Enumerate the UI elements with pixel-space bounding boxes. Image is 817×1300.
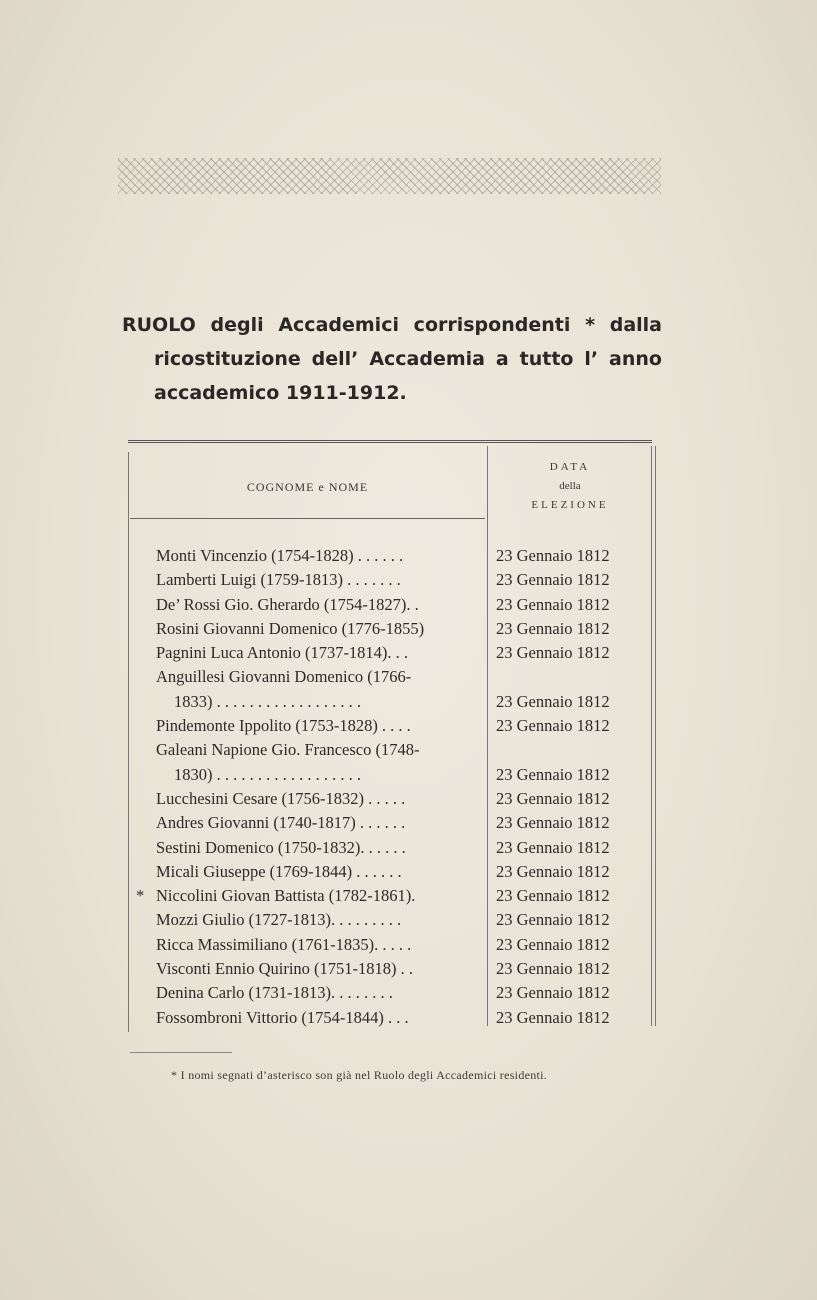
date-header-line-1: DATA: [549, 461, 591, 473]
table-row: [150, 617, 655, 641]
member-name: Pindemonte Ippolito (1753-1828) . . . .: [156, 716, 411, 736]
election-date: 23 Gennaio 1812: [496, 691, 610, 711]
heading-line-1: RUOLO degli Accademici corrispondenti * dalla: [122, 314, 662, 336]
election-date: 23 Gennaio 1812: [496, 813, 610, 833]
member-name: Galeani Napione Gio. Francesco (1748-: [156, 740, 420, 760]
election-date: 23 Gennaio 1812: [496, 934, 610, 954]
table-row: [150, 957, 655, 981]
member-name: Andres Giovanni (1740-1817) . . . . . .: [156, 813, 406, 833]
date-header-line-3: ELEZIONE: [531, 499, 609, 511]
election-date: 23 Gennaio 1812: [496, 1007, 610, 1027]
table-row: [150, 738, 655, 762]
member-name: 1830) . . . . . . . . . . . . . . . . . .: [174, 764, 361, 784]
election-date: 23 Gennaio 1812: [496, 959, 610, 979]
asterisk-mark: *: [136, 886, 145, 906]
election-date: 23 Gennaio 1812: [496, 983, 610, 1003]
member-name: Ricca Massimiliano (1761-1835). . . . .: [156, 934, 412, 954]
table-row: [150, 787, 655, 811]
member-name: Fossombroni Vittorio (1754-1844) . . .: [156, 1007, 409, 1027]
heading-line-2: ricostituzione dell’ Accademia a tutto l’ anno: [154, 348, 662, 370]
election-date: 23 Gennaio 1812: [496, 546, 610, 565]
column-header-name: COGNOME e NOME: [246, 480, 369, 494]
member-name: Mozzi Giulio (1727-1813). . . . . . . . .: [156, 910, 402, 930]
table-left-border: [128, 452, 129, 1032]
member-name: 1833) . . . . . . . . . . . . . . . . . .: [174, 691, 361, 711]
member-name: Monti Vincenzio (1754-1828) . . . . . .: [156, 546, 404, 565]
election-date: 23 Gennaio 1812: [496, 643, 610, 663]
election-date: 23 Gennaio 1812: [496, 910, 610, 930]
table-row: [150, 1006, 655, 1030]
table-row: [150, 568, 655, 592]
table-row: [150, 690, 655, 714]
member-name: Lamberti Luigi (1759-1813) . . . . . . .: [156, 570, 401, 590]
member-name: Sestini Domenico (1750-1832). . . . . .: [156, 837, 406, 857]
table-row: [150, 593, 655, 617]
table-row: [150, 908, 655, 932]
date-header-line-2: della: [559, 480, 581, 492]
member-name: Visconti Ennio Quirino (1751-1818) . .: [156, 959, 414, 979]
footnote: * I nomi segnati d’asterisco son già nel Ruolo degli Accademici residenti.: [171, 1068, 548, 1082]
table-row: [150, 933, 655, 957]
election-date: 23 Gennaio 1812: [496, 764, 610, 784]
table-row: [150, 763, 655, 787]
member-name: Lucchesini Cesare (1756-1832) . . . . .: [156, 788, 406, 808]
member-name: Niccolini Giovan Battista (1782-1861).: [156, 886, 416, 906]
election-date: 23 Gennaio 1812: [496, 886, 610, 906]
election-date: 23 Gennaio 1812: [496, 618, 610, 638]
table-row: [150, 811, 655, 835]
table-row: [150, 714, 655, 738]
member-name: De’ Rossi Gio. Gherardo (1754-1827). .: [156, 594, 419, 614]
member-name: Denina Carlo (1731-1813). . . . . . . .: [156, 983, 393, 1003]
election-date: 23 Gennaio 1812: [496, 570, 610, 590]
table-header-rule: [130, 518, 485, 519]
table-body: [136, 544, 655, 1030]
table-row: [150, 641, 655, 665]
election-date: 23 Gennaio 1812: [496, 716, 610, 736]
election-date: 23 Gennaio 1812: [496, 837, 610, 857]
table-row: [150, 544, 655, 568]
table-row: [150, 665, 655, 689]
member-name: Pagnini Luca Antonio (1737-1814). . .: [156, 643, 409, 663]
table-row: [150, 860, 655, 884]
member-name: Anguillesi Giovanni Domenico (1766-: [156, 667, 412, 687]
column-header-date: [490, 458, 650, 515]
table-row: [150, 981, 655, 1005]
decorative-ornament-band: [118, 158, 661, 194]
footnote-rule: [130, 1052, 232, 1053]
election-date: 23 Gennaio 1812: [496, 788, 610, 808]
member-name: Rosini Giovanni Domenico (1776-1855): [156, 618, 425, 638]
election-date: 23 Gennaio 1812: [496, 594, 610, 614]
election-date: 23 Gennaio 1812: [496, 861, 610, 881]
document-heading: [122, 308, 662, 410]
member-name: Micali Giuseppe (1769-1844) . . . . . .: [156, 861, 402, 881]
table-row: [136, 884, 655, 908]
heading-line-3: accademico 1911-1912.: [154, 382, 407, 404]
table-row: [150, 836, 655, 860]
